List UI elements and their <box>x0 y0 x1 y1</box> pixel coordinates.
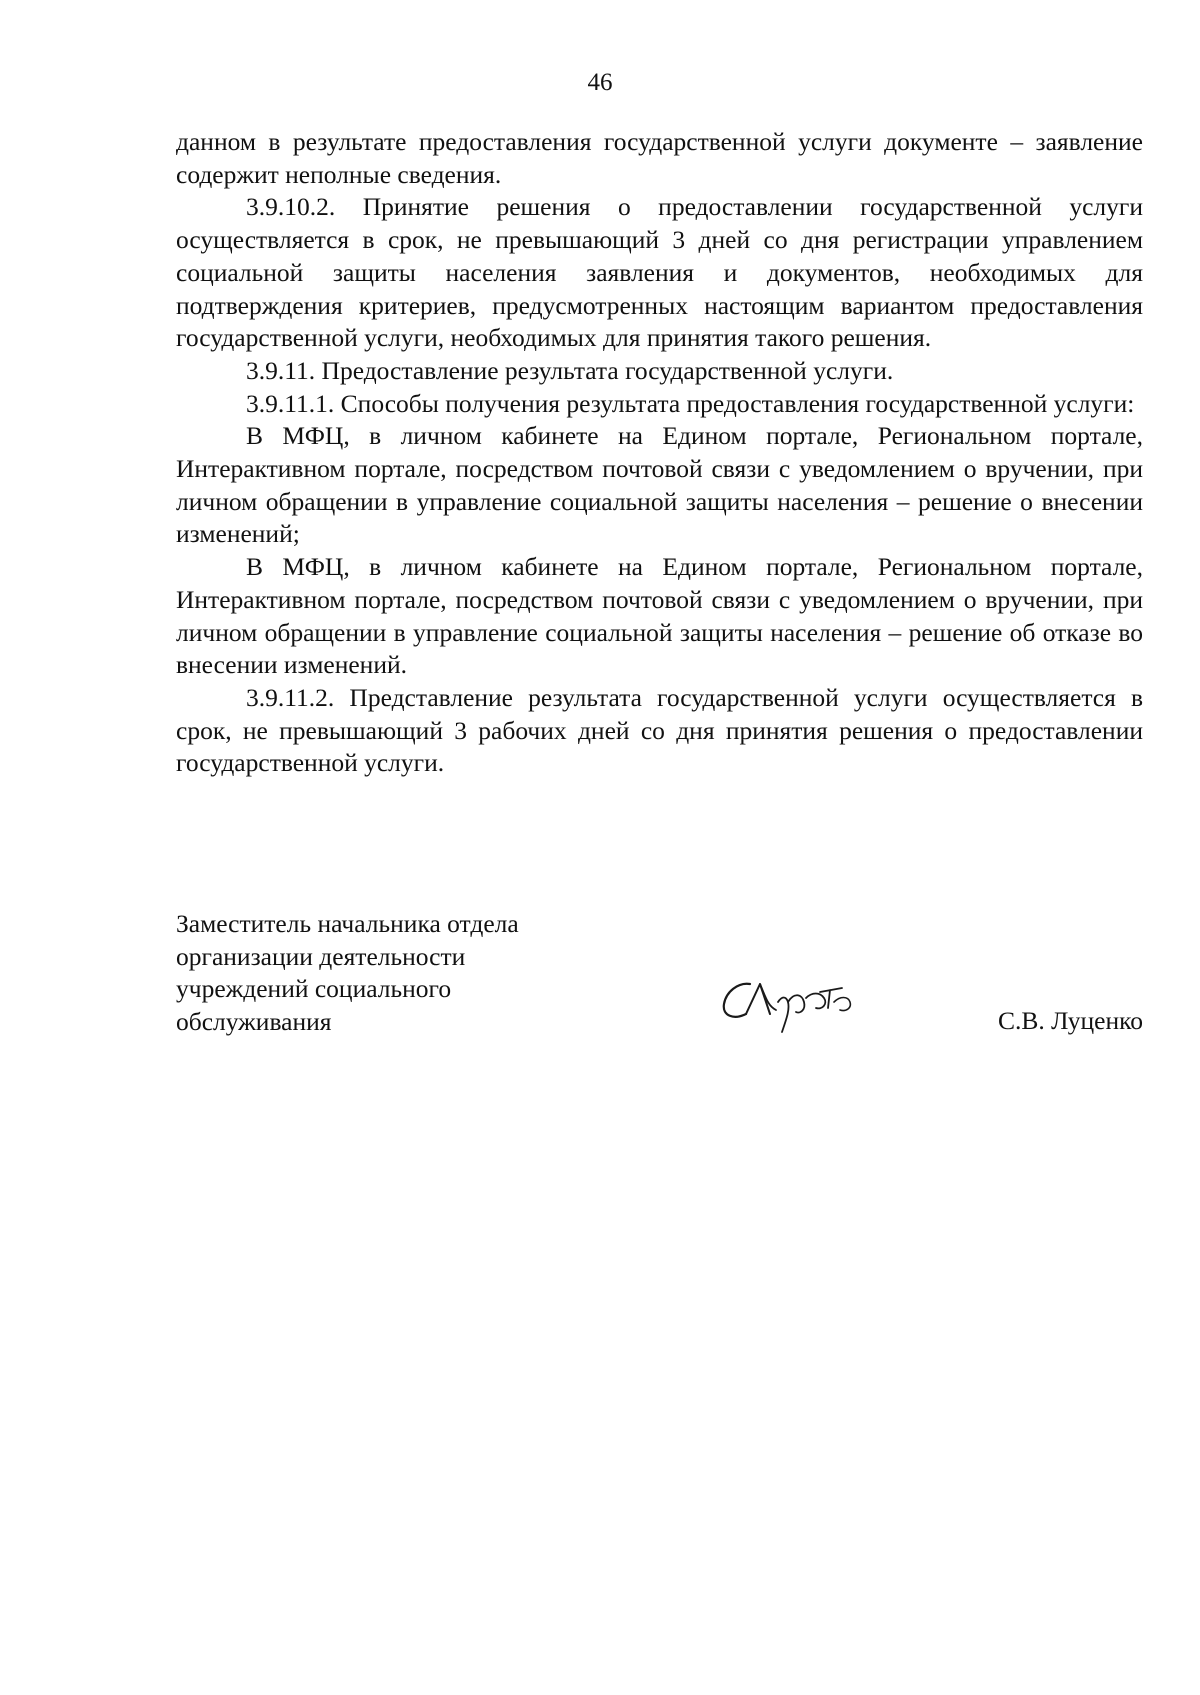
handwritten-signature <box>716 962 876 1046</box>
page-number: 46 <box>587 69 613 96</box>
signatory-name: С.В. Луценко <box>997 1006 1143 1035</box>
paragraph-3-9-11-1: 3.9.11.1. Способы получения результата предоставления государственной услуги: <box>246 388 1135 418</box>
paragraph-result-refusal: В МФЦ, в личном кабинете на Едином портале, Региональном портале, Интерактивном портале, посредством почтовой связи с уведомлением о вручении, при личном обращении в управление социальной защиты населения – решение об отказе во внесении изменений. <box>176 552 1143 680</box>
paragraph-3-9-11: 3.9.11. Предоставление результата государственной услуги. <box>246 355 894 385</box>
signature-block <box>176 908 1143 1048</box>
paragraph-3-9-11-2: 3.9.11.2. Представление результата государственной услуги осуществляется в срок, не превышающий 3 рабочих дней со дня принятия решения о предоставлении государственной услуги. <box>176 682 1143 778</box>
body-text <box>176 126 1143 780</box>
signatory-position-line: учреждений социального <box>176 974 452 1003</box>
paragraph-3-9-10-2: 3.9.10.2. Принятие решения о предоставлении государственной услуги осуществляется в срок, не превышающий 3 дней со дня регистрации управлением социальной защиты населения заявления и документов, необходимых для подтверждения критериев, предусмотренных настоящим вариантом предоставления государственной услуги, необходимых для принятия такого решения. <box>176 192 1143 353</box>
signatory-position-line: организации деятельности <box>176 941 466 971</box>
signatory-position <box>176 908 616 1038</box>
paragraph-result-decision: В МФЦ, в личном кабинете на Едином портале, Региональном портале, Интерактивном портале, посредством почтовой связи с уведомлением о вручении, при личном обращении в управление социальной защиты населения – решение о внесении изменений; <box>176 421 1143 549</box>
signatory-position-line: обслуживания <box>176 1006 332 1036</box>
paragraph-continuation: данном в результате предоставления государственной услуги документе – заявление содержит неполные сведения. <box>176 127 1143 189</box>
signatory-position-line: Заместитель начальника отдела <box>176 909 519 938</box>
